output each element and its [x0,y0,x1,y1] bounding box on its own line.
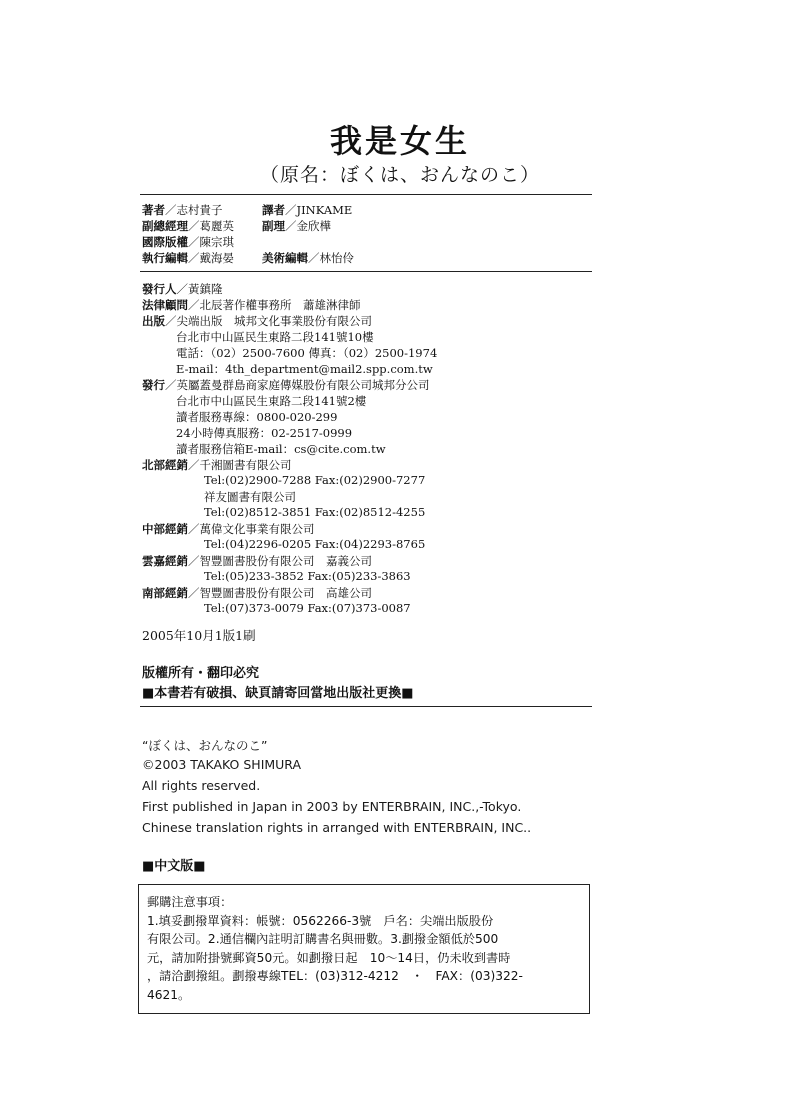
original-title: （原名：ぼくは、おんなのこ） [259,164,540,186]
south-distributor-tel: Tel:(07)373-0079 Fax:(07)373-0087 [204,601,411,615]
order-notes-line-4: ，請洽劃撥組。劃撥專線TEL：(03)312-4212 ・ FAX：(03)322- [147,969,523,983]
chiayi-distributor-tel: Tel:(05)233-3852 Fax:(05)233-3863 [204,569,411,583]
north-distributor-tel: Tel:(02)2900-7288 Fax:(02)2900-7277 [204,473,426,487]
divider-credits [140,271,592,272]
damage-return-notice: ■本書若有破損、缺頁請寄回當地出版社更換■ [142,686,414,701]
order-notes-line-1: 1.填妥劃撥單資料：帳號：0562266-3號 戶名：尖端出版股份 [147,913,494,928]
north-distributor-2: 祥友圖書有限公司 [204,490,296,504]
translation-rights-line: Chinese translation rights in arranged with ENTERBRAIN, INC.. [142,820,532,835]
publisher-address: 台北市中山區民生東路二段141號10樓 [176,330,374,344]
book-title: 我是女生 [329,122,470,160]
credit-vice-manager: 副理／金欣樺 [262,219,331,233]
chiayi-distributor: 雲嘉經銷／智豐圖書股份有限公司 嘉義公司 [142,554,372,568]
north-distributor: 北部經銷／千湘圖書有限公司 [142,458,292,472]
central-distributor-tel: Tel:(04)2296-0205 Fax:(04)2293-8765 [204,537,426,551]
original-title-jp: “ぼくは、おんなのこ” [142,738,268,753]
all-rights-reserved: All rights reserved. [142,778,261,793]
credit-intl-rights: 國際版權／陳宗琪 [142,235,234,249]
order-notes-line-3: 元，請加附掛號郵資50元。如劃撥日起 10～14日，仍未收到書時 [147,950,511,965]
reader-service-line: 讀者服務專線：0800-020-299 [176,410,338,424]
first-published-line: First published in Japan in 2003 by ENTERBRAIN, INC.,-Tokyo. [142,799,522,814]
south-distributor: 南部經銷／智豐圖書股份有限公司 高雄公司 [142,586,372,600]
edition-date: 2005年10月1版1刷 [142,628,256,643]
reader-service-email: 讀者服務信箱E-mail：cs@cite.com.tw [176,442,386,456]
distributor-address: 台北市中山區民生東路二段141號2樓 [176,394,367,408]
copyright-line: ©2003 TAKAKO SHIMURA [142,757,302,772]
divider-rights [140,706,592,707]
order-notes-line-5: 4621。 [147,987,191,1002]
credit-exec-editor: 執行編輯／戴海晏 [142,251,234,265]
credit-art-editor: 美術編輯／林怡伶 [262,251,354,265]
publisher-email: E-mail：4th_department@mail2.spp.com.tw [176,362,433,376]
north-distributor-2-tel: Tel:(02)8512-3851 Fax:(02)8512-4255 [204,505,426,519]
issuer: 發行人／黃鎮隆 [142,282,223,296]
divider-top [140,194,592,195]
legal-advisor: 法律顧問／北辰著作權事務所 蕭雄淋律師 [142,298,361,312]
fax-service-line: 24小時傳真服務：02-2517-0999 [176,426,353,440]
credit-author: 著者／志村貴子 [142,203,223,217]
publisher-phone: 電話：（02）2500-7600 傳真：（02）2500-1974 [176,346,438,360]
credit-deputy-gm: 副總經理／葛麗英 [142,219,234,233]
distributor-name: 發行／英屬蓋曼群島商家庭傳媒股份有限公司城邦分公司 [142,378,430,392]
chinese-edition-label: ■中文版■ [142,859,206,874]
mail-order-notes-box [138,884,590,1014]
central-distributor: 中部經銷／萬偉文化事業有限公司 [142,522,315,536]
order-notes-heading: 郵購注意事項： [147,895,233,909]
publisher-name: 出版／尖端出版 城邦文化事業股份有限公司 [142,314,372,328]
credit-translator: 譯者／JINKAME [262,203,353,217]
order-notes-line-2: 有限公司。2.通信欄內註明訂購書名與冊數。3.劃撥金額低於500 [147,932,499,946]
rights-notice: 版權所有・翻印必究 [142,666,260,681]
